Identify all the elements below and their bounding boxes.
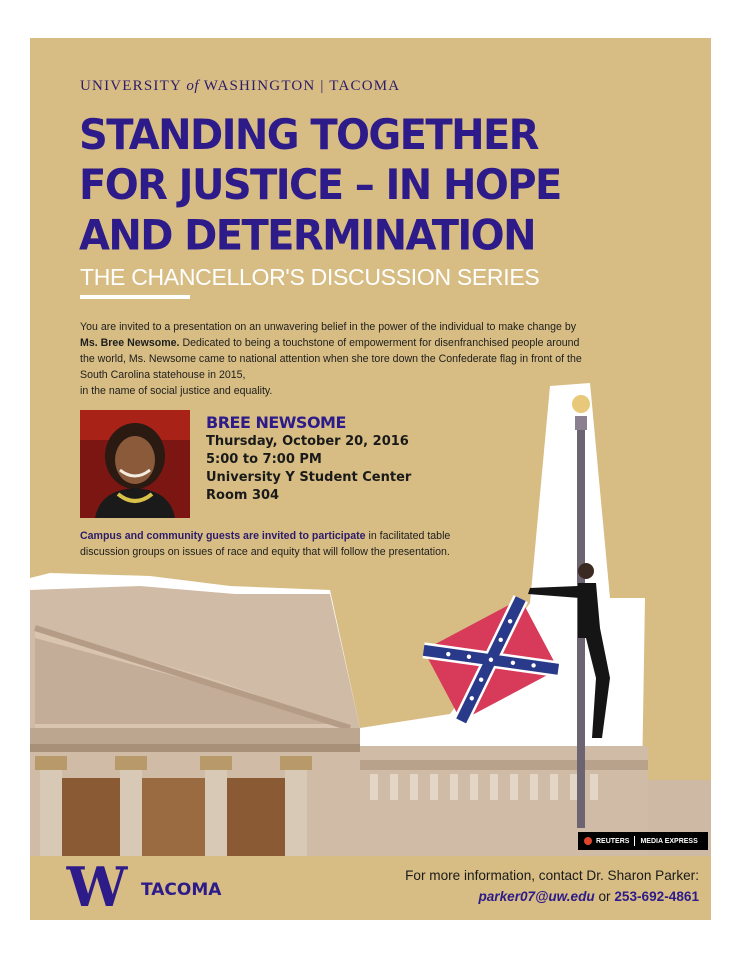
logo-letter: W (66, 864, 128, 910)
photo-credit (578, 832, 708, 850)
event-poster (30, 38, 711, 920)
series-subtitle: THE CHANCELLOR'S DISCUSSION SERIES (80, 264, 540, 290)
title-line-2: FOR JUSTICE – IN HOPE (79, 161, 561, 210)
contact-line: For more information, contact Dr. Sharon Parker: (405, 868, 699, 883)
intro-speaker-name: Ms. Bree Newsome. (80, 337, 180, 349)
intro-text-1: You are invited to a presentation on an unwavering belief in the power of the individual to make change by (80, 321, 577, 333)
event-venue: University Y Student Center (206, 470, 412, 485)
title-line-3: AND DETERMINATION (79, 211, 535, 261)
event-time: 5:00 to 7:00 PM (206, 452, 322, 467)
speaker-name: BREE NEWSOME (206, 413, 346, 432)
header-of: of (186, 78, 200, 94)
contact-details (405, 886, 699, 907)
uw-logo-icon (58, 864, 136, 915)
event-date: Thursday, October 20, 2016 (206, 434, 409, 449)
contact-phone[interactable]: 253-692-4861 (614, 889, 699, 904)
intro-text-2: Dedicated to being a touchstone of empowerment for disenfranchised people around the world, Ms. Newsome came to national attention when she tore down the Confederate flag in front of the South Carolina statehouse in 2015, (80, 337, 582, 381)
poster-footer (30, 856, 711, 920)
header-university: UNIVERSITY (80, 78, 182, 94)
contact-or: or (594, 889, 615, 904)
header-washington-tacoma: WASHINGTON | TACOMA (203, 78, 401, 94)
footer-campus: TACOMA (141, 880, 222, 900)
invite-rest: in facilitated table discussion groups on issues of race and equity that will follow the presentation. (80, 530, 451, 558)
intro-text-3: in the name of social justice and equality. (80, 385, 273, 397)
statehouse-flag-photo (30, 38, 711, 920)
event-room: Room 304 (206, 488, 280, 503)
credit-separator (634, 836, 635, 846)
credit-agency: REUTERS (596, 837, 630, 845)
title-line-1: STANDING TOGETHER (79, 111, 538, 160)
invite-bold: Campus and community guests are invited to participate (80, 530, 366, 542)
credit-service: MEDIA EXPRESS (640, 837, 698, 845)
contact-info (405, 865, 699, 907)
contact-email-link[interactable]: parker07@uw.edu (478, 889, 595, 904)
reuters-logo-icon (584, 837, 592, 845)
